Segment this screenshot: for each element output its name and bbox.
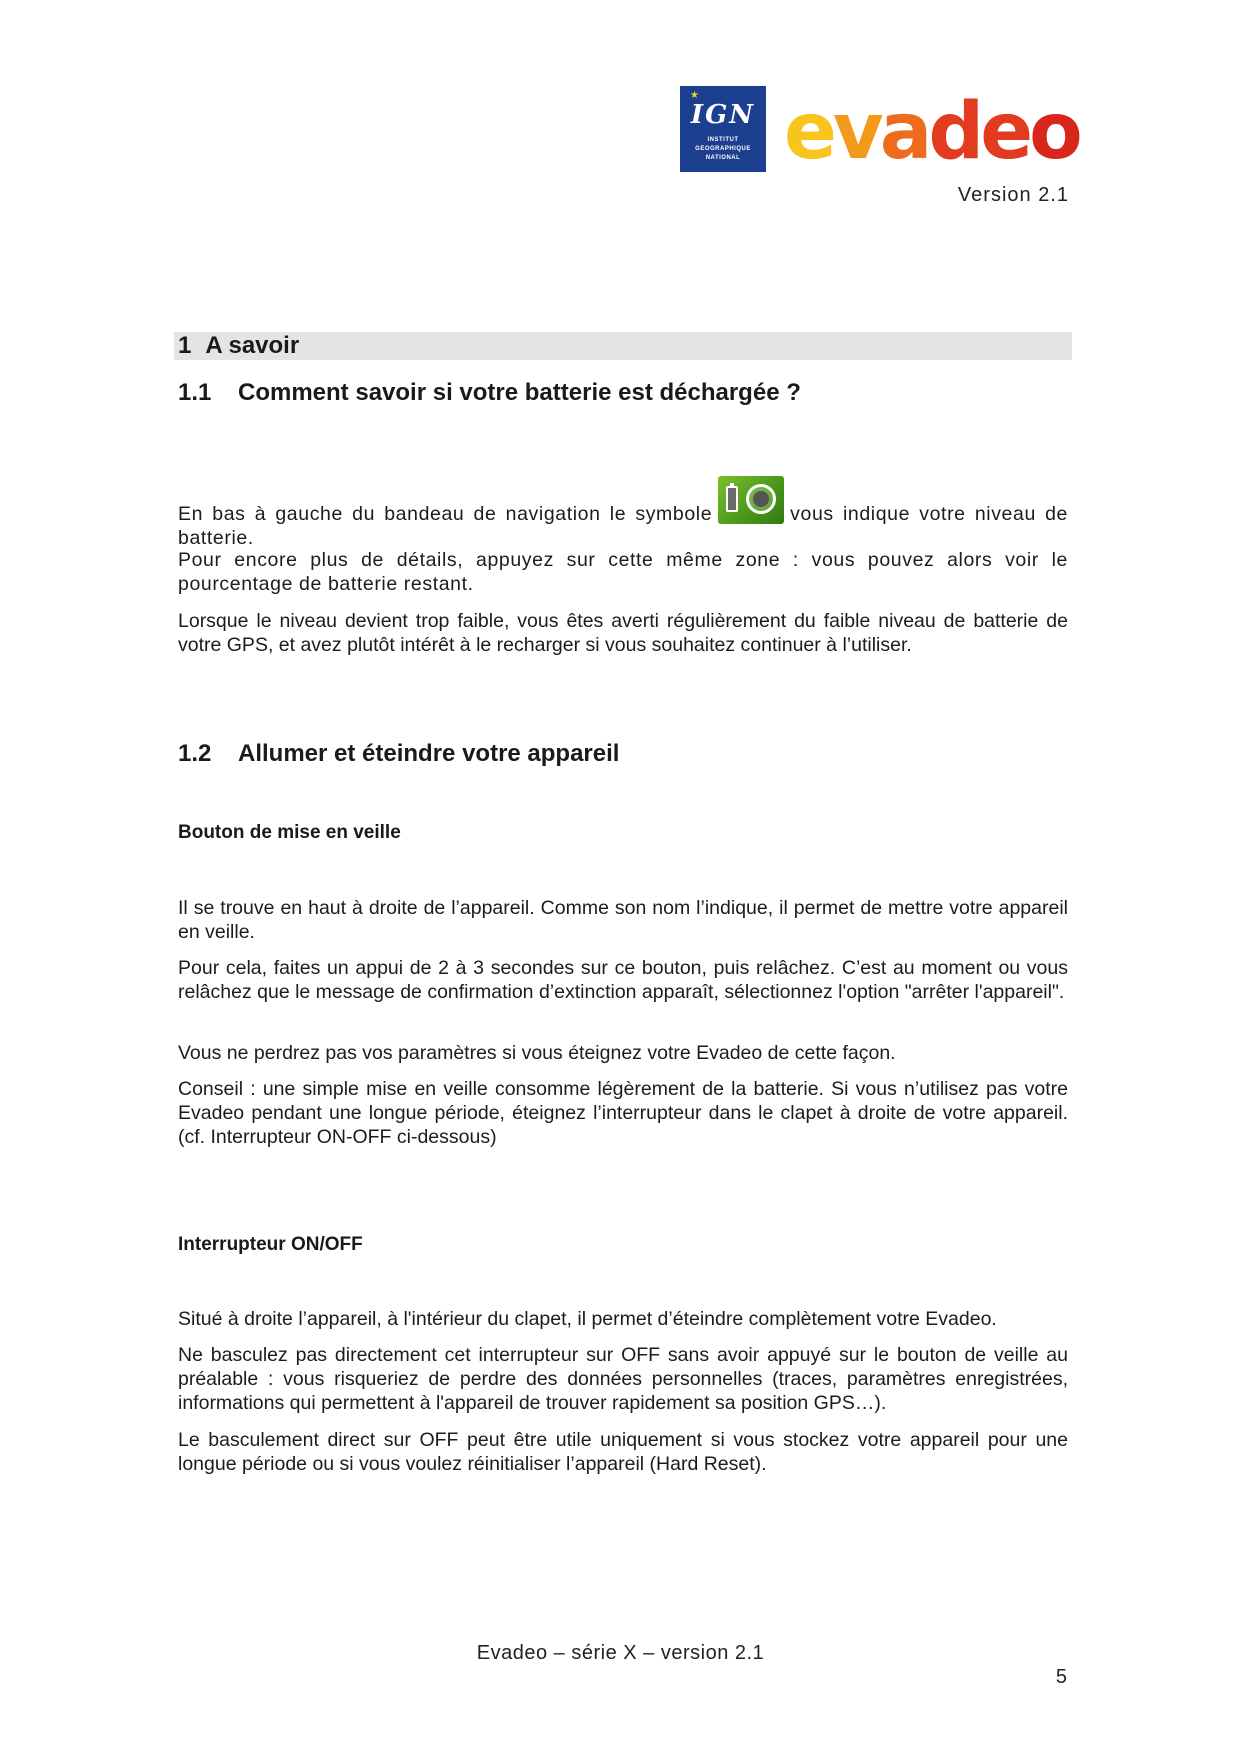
section-1-2-number: 1.2 (178, 740, 212, 767)
section-1-title: A savoir (205, 332, 300, 359)
section-1-heading (174, 332, 1072, 360)
ign-subtitle-line1: INSTITUT (707, 137, 739, 143)
battery-text-after-icon: vous indique votre niveau de batterie. (178, 503, 1068, 549)
ign-logo (680, 86, 766, 172)
ign-subtitle-line2: GEOGRAPHIQUE (695, 146, 751, 152)
battery-symbol-paragraph (178, 476, 1068, 550)
star-icon: ★ (690, 90, 699, 101)
section-1-2-heading (178, 740, 619, 768)
section-1-2-title: Allumer et éteindre votre appareil (238, 740, 620, 767)
header-version: Version 2.1 (957, 184, 1069, 206)
page-number: 5 (1055, 1666, 1067, 1688)
ign-logo-letters: IGN (690, 100, 756, 130)
standby-button-heading: Bouton de mise en veille (178, 822, 401, 843)
section-1-1-heading (178, 379, 801, 407)
section-1-1-title: Comment savoir si votre batterie est déchargée ? (238, 379, 801, 406)
section-1-1-number: 1.1 (178, 379, 212, 406)
switch-usage-paragraph: Le basculement direct sur OFF peut être utile uniquement si vous stockez votre appareil pour une longue période ou si vous voulez réinitialiser l’appareil (Hard Reset). (178, 1429, 1068, 1475)
on-off-switch-heading: Interrupteur ON/OFF (178, 1234, 363, 1255)
battery-text-before-icon: En bas à gauche du bandeau de navigation le symbole (178, 503, 713, 525)
standby-procedure-paragraph: Pour cela, faites un appui de 2 à 3 secondes sur ce bouton, puis relâchez. C’est au moment ou vous relâchez que le message de confirmation d’extinction apparaît, sélectionnez l'option "arrêter l'appareil". (178, 957, 1068, 1003)
battery-gps-icon (718, 476, 784, 524)
footer-title: Evadeo – série X – version 2.1 (476, 1642, 765, 1664)
evadeo-logo: evadeo (784, 87, 1079, 177)
section-1-number: 1 (178, 332, 192, 359)
switch-location-paragraph: Situé à droite l’appareil, à l'intérieur du clapet, il permet d’éteindre complètement votre Evadeo. (178, 1308, 997, 1330)
battery-low-paragraph: Lorsque le niveau devient trop faible, vous êtes averti régulièrement du faible niveau de batterie de votre GPS, et avez plutôt intérêt à le recharger si vous souhaitez continuer à l’utiliser. (178, 610, 1068, 656)
ign-subtitle-line3: NATIONAL (705, 155, 741, 161)
switch-warning-paragraph: Ne basculez pas directement cet interrupteur sur OFF sans avoir appuyé sur le bouton de veille au préalable : vous risqueriez de perdre des données personnelles (traces, paramètres enregistrées, informations qui permettent à l'appareil de trouver rapidement sa position GPS…). (178, 1344, 1068, 1414)
standby-tip-paragraph: Conseil : une simple mise en veille consomme légèrement de la batterie. Si vous n’utilisez pas votre Evadeo pendant une longue période, éteignez l’interrupteur dans le clapet à droite de votre appareil. (cf. Interrupteur ON-OFF ci-dessous) (178, 1078, 1068, 1148)
header-logos (680, 86, 1079, 177)
ign-logo-subtitle (680, 136, 766, 163)
standby-settings-paragraph: Vous ne perdrez pas vos paramètres si vous éteignez votre Evadeo de cette façon. (178, 1042, 896, 1064)
standby-location-paragraph: Il se trouve en haut à droite de l’appareil. Comme son nom l’indique, il permet de mettre votre appareil en veille. (178, 897, 1068, 943)
battery-details-paragraph: Pour encore plus de détails, appuyez sur cette même zone : vous pouvez alors voir le pourcentage de batterie restant. (178, 549, 1068, 595)
